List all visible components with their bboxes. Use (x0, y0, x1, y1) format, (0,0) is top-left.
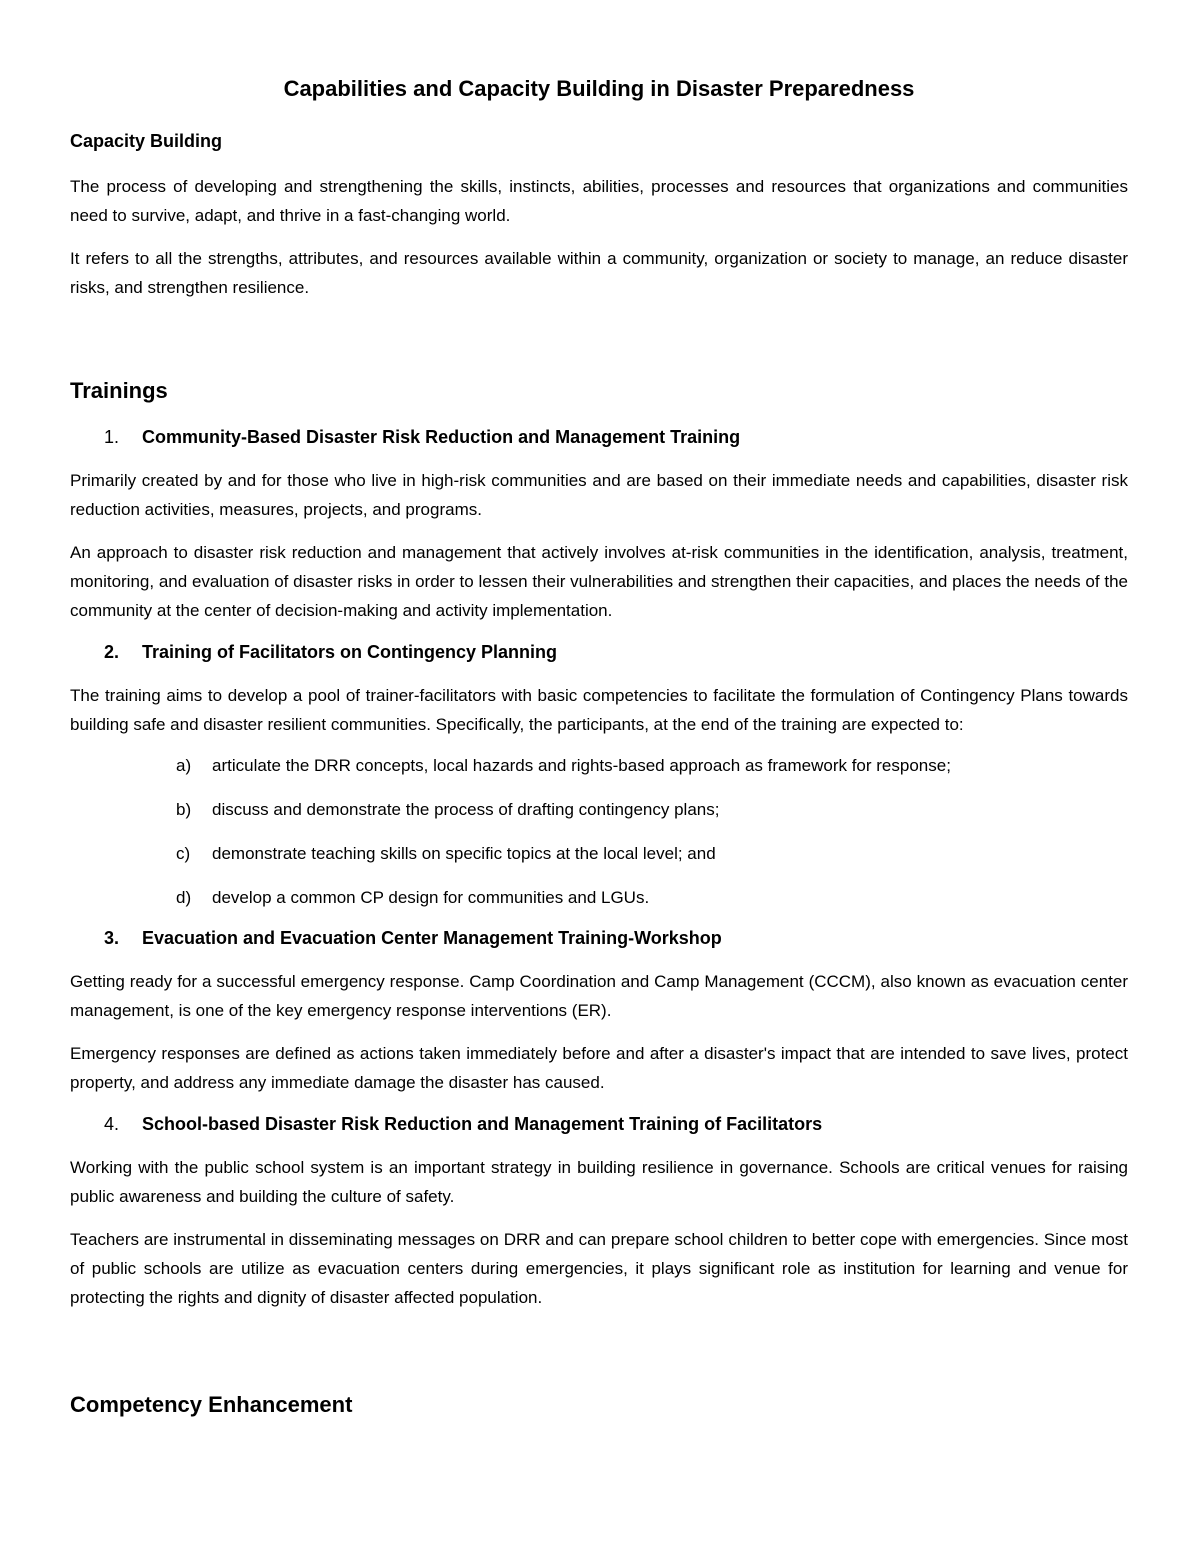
list-item-text: demonstrate teaching skills on specific topics at the local level; and (212, 844, 716, 863)
training-2-title: Training of Facilitators on Contingency Planning (142, 642, 558, 662)
training-1-number: 1. (104, 427, 120, 447)
training-3-heading (104, 925, 1128, 951)
training-4-paragraph-2: Teachers are instrumental in disseminating messages on DRR and can prepare school children to better cope with emergencies. Since most of public schools are utilize as evacuation centers during emergencies, it plays significant role as institution for learning and venue for protecting the rights and dignity of disaster affected population. (70, 1230, 1128, 1307)
list-item-letter: d) (176, 888, 192, 907)
training-2-heading (104, 639, 1128, 665)
capacity-building-paragraph-2: It refers to all the strengths, attributes, and resources available within a community, organization or society to manage, an reduce disaster risks, and strengthen resilience. (70, 249, 1128, 297)
list-item-text: develop a common CP design for communities and LGUs. (212, 888, 650, 907)
page-title: Capabilities and Capacity Building in Disaster Preparedness (283, 76, 915, 101)
list-item-letter: a) (176, 756, 192, 775)
list-item (176, 885, 1128, 911)
trainings-heading: Trainings (70, 378, 168, 403)
list-item-text: discuss and demonstrate the process of drafting contingency plans; (212, 800, 720, 819)
training-1-heading (104, 424, 1128, 450)
training-3-paragraph-2: Emergency responses are defined as actions taken immediately before and after a disaster's impact that are intended to save lives, protect property, and address any immediate damage the disaster has caused. (70, 1044, 1128, 1092)
capacity-building-heading: Capacity Building (70, 131, 223, 151)
list-item (176, 753, 1128, 779)
competency-enhancement-heading: Competency Enhancement (70, 1392, 353, 1417)
list-item-letter: c) (176, 844, 191, 863)
training-1-paragraph-2: An approach to disaster risk reduction and management that actively involves at-risk communities in the identification, analysis, treatment, monitoring, and evaluation of disaster risks in order to lessen their vulnerabilities and strengthen their capacities, and places the needs of the community at the center of decision-making and activity implementation. (70, 543, 1128, 620)
training-4-heading (104, 1111, 1128, 1137)
capacity-building-paragraph-1: The process of developing and strengthening the skills, instincts, abilities, processes and resources that organizations and communities need to survive, adapt, and thrive in a fast-changing world. (70, 177, 1128, 225)
training-1-title: Community-Based Disaster Risk Reduction and Management Training (142, 427, 741, 447)
training-4-paragraph-1: Working with the public school system is an important strategy in building resilience in governance. Schools are critical venues for raising public awareness and building the culture of safety. (70, 1158, 1128, 1206)
training-3-number: 3. (104, 928, 120, 948)
training-2-objectives-list (176, 753, 1128, 911)
training-1-paragraph-1: Primarily created by and for those who live in high-risk communities and are based on their immediate needs and capabilities, disaster risk reduction activities, measures, projects, and programs. (70, 471, 1128, 519)
training-4-number: 4. (104, 1114, 120, 1134)
list-item (176, 797, 1128, 823)
list-item-text: articulate the DRR concepts, local hazards and rights-based approach as framework for response; (212, 756, 951, 775)
training-2-paragraph-1: The training aims to develop a pool of trainer-facilitators with basic competencies to facilitate the formulation of Contingency Plans towards building safe and disaster resilient communities. Specifically, the participants, at the end of the training are expected to: (70, 686, 1128, 734)
training-3-paragraph-1: Getting ready for a successful emergency response. Camp Coordination and Camp Management (CCCM), also known as evacuation center management, is one of the key emergency response interventions (ER). (70, 972, 1128, 1020)
list-item-letter: b) (176, 800, 192, 819)
document-page (70, 74, 1128, 1420)
list-item (176, 841, 1128, 867)
training-3-title: Evacuation and Evacuation Center Management Training-Workshop (142, 928, 722, 948)
training-2-number: 2. (104, 642, 120, 662)
training-4-title: School-based Disaster Risk Reduction and Management Training of Facilitators (142, 1114, 823, 1134)
